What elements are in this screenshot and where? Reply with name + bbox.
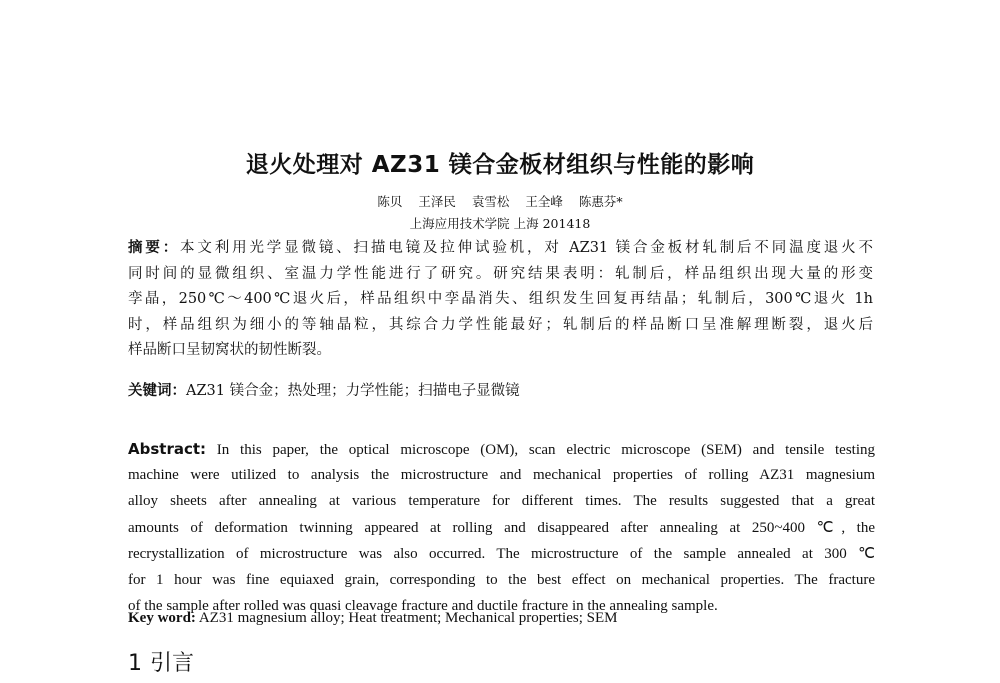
author-name: 王泽民 (418, 194, 456, 209)
abstract-line: 时，样品组织为细小的等轴晶粒，其综合力学性能最好；轧制后的样品断口呈准解理断裂，退火后 (128, 316, 873, 333)
paper-title: 退火处理对 AZ31 镁合金板材组织与性能的影响 (245, 152, 755, 178)
section-heading (128, 646, 194, 677)
author-name: 陈惠芬* (578, 194, 623, 209)
section-title: 引言 (150, 651, 195, 676)
keywords-english (128, 610, 617, 627)
keywords-chinese (128, 379, 520, 400)
abstract-line: machine were utilized to analysis the microstructure and mechanical properties of rolling AZ31 magnesium (128, 467, 875, 484)
abstract-line: of the sample after rolled was quasi cleavage fracture and ductile fracture in the annealing sample. (128, 598, 718, 615)
abstract-line: 同时间的显微组织、室温力学性能进行了研究。研究结果表明：轧制后，样品组织出现大量的形变 (128, 265, 873, 282)
section-number: 1 (128, 651, 142, 676)
keywords-label: Key word: (128, 610, 196, 626)
affiliation: 上海应用技术学院 上海 201418 (409, 216, 591, 231)
abstract-line: for 1 hour was fine equiaxed grain, corresponding to the best effect on mechanical properties. The fracture (128, 571, 875, 588)
abstract-chinese (128, 236, 873, 364)
author-name: 陈贝 (377, 194, 403, 209)
abstract-label: Abstract: (128, 440, 207, 458)
abstract-line: amounts of deformation twinning appeared at rolling and disappeared after annealing at 250~400 ℃, the (128, 519, 875, 536)
abstract-line: alloy sheets after annealing at various temperature for different times. The results suggested that a great (128, 493, 875, 510)
author-name: 袁雪松 (471, 194, 510, 209)
keywords-label: 关键词： (128, 383, 186, 399)
abstract-english (128, 436, 875, 619)
keywords-text: AZ31 镁合金；热处理；力学性能；扫描电子显微镜 (186, 383, 520, 399)
keywords-text: AZ31 magnesium alloy; Heat treatment; Mechanical properties; SEM (198, 610, 618, 626)
abstract-line: 样品断口呈韧窝状的韧性断裂。 (128, 342, 331, 358)
abstract-line: recrystallization of microstructure was also occurred. The microstructure of the sample annealed at 300 ℃ (128, 545, 875, 562)
author-list (0, 192, 1000, 210)
abstract-line: Abstract: In this paper, the optical microscope (OM), scan electric microscope (SEM) and tensile testing (128, 440, 876, 458)
author-name: 王全峰 (525, 194, 563, 209)
abstract-label: 摘要： (128, 240, 181, 256)
abstract-line: 摘要：本文利用光学显微镜、扫描电镜及拉伸试验机，对 AZ31 镁合金板材轧制后不同温度退火不 (128, 240, 873, 256)
abstract-line: 孪晶，250℃～400℃退火后，样品组织中孪晶消失、组织发生回复再结晶；轧制后，300℃退火 1h (128, 291, 873, 307)
